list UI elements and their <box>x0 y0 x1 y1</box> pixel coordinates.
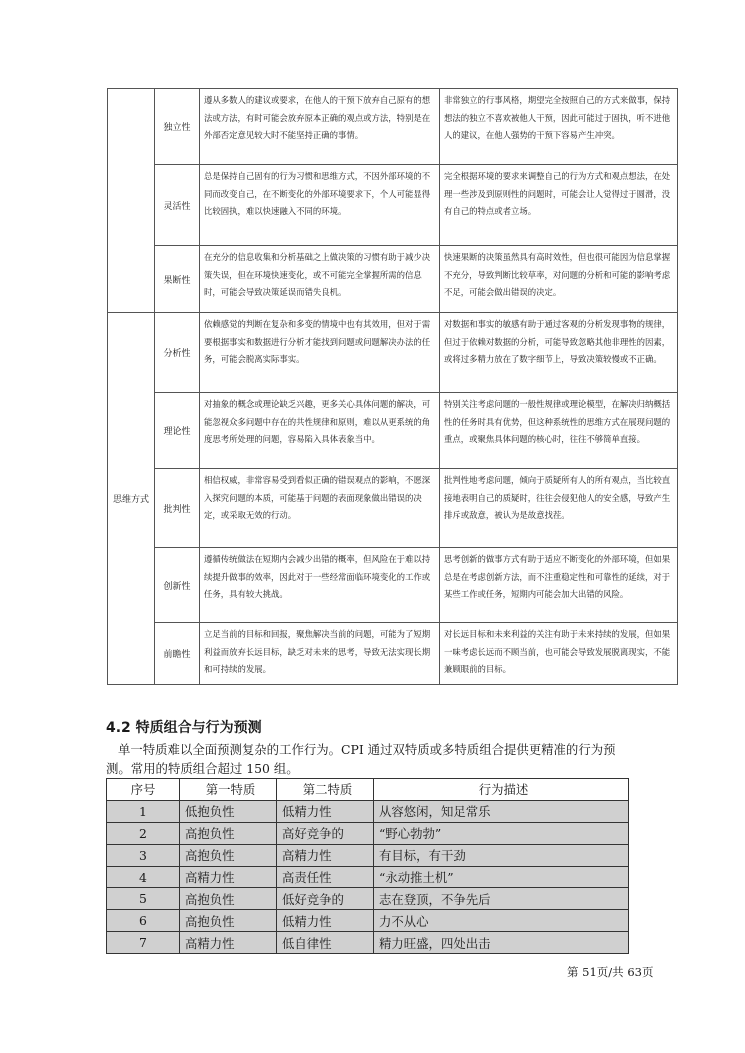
trait-low-description: 相信权威，非常容易受到看似正确的错误观点的影响，不愿深入探究问题的本质，可能基于问题的表面现象做出错误的决定，或采取无效的行动。 <box>200 469 440 548</box>
behavior-description: 有目标，有干劲 <box>374 844 629 866</box>
trait-name-cell: 果断性 <box>155 246 200 313</box>
trait-name-cell: 前瞻性 <box>155 623 200 685</box>
row-index: 3 <box>107 844 180 866</box>
header-first-trait: 第一特质 <box>180 779 277 801</box>
section-paragraph: 单一特质难以全面预测复杂的工作行为。CPI 通过双特质或多特质组合提供更精准的行为预测。常用的特质组合超过 150 组。 <box>106 742 616 776</box>
first-trait: 高抱负性 <box>180 822 277 844</box>
table-row <box>107 800 629 822</box>
trait-row <box>108 246 678 313</box>
table-row <box>107 888 629 910</box>
table-row <box>107 932 629 954</box>
trait-name-cell: 分析性 <box>155 313 200 393</box>
behavior-description: “永动推土机” <box>374 866 629 888</box>
row-index: 1 <box>107 800 180 822</box>
header-behavior: 行为描述 <box>374 779 629 801</box>
first-trait: 高精力性 <box>180 866 277 888</box>
trait-name-cell: 理论性 <box>155 393 200 469</box>
first-trait: 高精力性 <box>180 932 277 954</box>
trait-row <box>108 393 678 469</box>
row-index: 7 <box>107 932 180 954</box>
first-trait: 低抱负性 <box>180 800 277 822</box>
trait-combo-table <box>106 778 629 954</box>
trait-row <box>108 89 678 165</box>
behavior-description: “野心勃勃” <box>374 822 629 844</box>
header-second-trait: 第二特质 <box>277 779 374 801</box>
trait-high-description: 对长远目标和未来利益的关注有助于未来持续的发展，但如果一味考虑长远而不顾当前，也可能会导致发展脱离现实，不能兼顾眼前的目标。 <box>440 623 678 685</box>
trait-low-description: 对抽象的概念或理论缺乏兴趣，更多关心具体问题的解决，可能忽视众多问题中存在的共性规律和原则，难以从更系统的角度思考所处理的问题，容易陷入具体表象当中。 <box>200 393 440 469</box>
trait-high-description: 批判性地考虑问题，倾向于质疑所有人的所有观点，当比较直接地表明自己的质疑时，往往会侵犯他人的安全感，导致产生排斥或敌意，被认为是故意找茬。 <box>440 469 678 548</box>
second-trait: 高责任性 <box>277 866 374 888</box>
second-trait: 低好竞争的 <box>277 888 374 910</box>
trait-low-description: 遵从多数人的建议或要求，在他人的干预下放弃自己原有的想法或方法，有时可能会放弃原本正确的观点或方法，特别是在外部否定意见较大时不能坚持正确的事情。 <box>200 89 440 165</box>
first-trait: 高抱负性 <box>180 844 277 866</box>
trait-high-description: 对数据和事实的敏感有助于通过客观的分析发现事物的规律，但过于依赖对数据的分析，可能导致忽略其他非理性的因素，或将过多精力放在了数字细节上，导致决策较慢或不正确。 <box>440 313 678 393</box>
page-number: 第 51页/共 63页 <box>567 965 654 979</box>
row-index: 2 <box>107 822 180 844</box>
trait-description-table <box>107 88 678 685</box>
trait-low-description: 立足当前的目标和回报，聚焦解决当前的问题，可能为了短期利益而放弃长远目标，缺乏对未来的思考，导致无法实现长期和可持续的发展。 <box>200 623 440 685</box>
first-trait: 高抱负性 <box>180 910 277 932</box>
trait-row <box>108 469 678 548</box>
behavior-description: 精力旺盛，四处出击 <box>374 932 629 954</box>
trait-high-description: 非常独立的行事风格，期望完全按照自己的方式来做事，保持想法的独立不喜欢被他人干预，因此可能过于固执，听不进他人的建议，在他人强势的干预下容易产生冲突。 <box>440 89 678 165</box>
trait-high-description: 完全根据环境的要求来调整自己的行为方式和观点想法，在处理一些涉及到原则性的问题时，可能会让人觉得过于圆滑，没有自己的特点或者立场。 <box>440 165 678 246</box>
second-trait: 低精力性 <box>277 910 374 932</box>
trait-low-description: 遵循传统做法在短期内会减少出错的概率，但风险在于难以持续提升做事的效率，因此对于一些经常面临环境变化的工作或任务，具有较大挑战。 <box>200 548 440 623</box>
table-row <box>107 866 629 888</box>
trait-name-cell: 创新性 <box>155 548 200 623</box>
trait-row <box>108 313 678 393</box>
trait-row <box>108 623 678 685</box>
row-index: 6 <box>107 910 180 932</box>
behavior-description: 力不从心 <box>374 910 629 932</box>
second-trait: 高精力性 <box>277 844 374 866</box>
row-index: 5 <box>107 888 180 910</box>
trait-row <box>108 165 678 246</box>
trait-row <box>108 548 678 623</box>
trait-high-description: 思考创新的做事方式有助于适应不断变化的外部环境，但如果总是在考虑创新方法，而不注重稳定性和可靠性的延续，对于某些工作或任务，短期内可能会加大出错的风险。 <box>440 548 678 623</box>
behavior-description: 从容悠闲，知足常乐 <box>374 800 629 822</box>
trait-high-description: 快速果断的决策虽然具有高时效性，但也很可能因为信息掌握不充分，导致判断比较草率，对问题的分析和可能的影响考虑不足，可能会做出错误的决定。 <box>440 246 678 313</box>
table-row <box>107 822 629 844</box>
category-cell <box>108 89 155 313</box>
trait-low-description: 依赖感觉的判断在复杂和多变的情境中也有其效用，但对于需要根据事实和数据进行分析才能找到问题或问题解决办法的任务，可能会脱离实际事实。 <box>200 313 440 393</box>
section-title: 4.2 特质组合与行为预测 <box>106 720 262 736</box>
table-row <box>107 844 629 866</box>
trait-name-cell: 批判性 <box>155 469 200 548</box>
second-trait: 低自律性 <box>277 932 374 954</box>
second-trait: 高好竞争的 <box>277 822 374 844</box>
table-row <box>107 910 629 932</box>
behavior-description: 志在登顶，不争先后 <box>374 888 629 910</box>
second-trait: 低精力性 <box>277 800 374 822</box>
row-index: 4 <box>107 866 180 888</box>
first-trait: 高抱负性 <box>180 888 277 910</box>
header-index: 序号 <box>107 779 180 801</box>
table-header-row <box>107 779 629 801</box>
trait-high-description: 特别关注考虑问题的一般性规律或理论模型，在解决归纳概括性的任务时具有优势，但这种系统性的思维方式在展现问题的重点，或聚焦具体问题的核心时，往往不够简单直接。 <box>440 393 678 469</box>
trait-low-description: 在充分的信息收集和分析基础之上做决策的习惯有助于减少决策失误，但在环境快速变化，或不可能完全掌握所需的信息时，可能会导致决策延误而错失良机。 <box>200 246 440 313</box>
category-cell: 思维方式 <box>108 313 155 685</box>
trait-name-cell: 独立性 <box>155 89 200 165</box>
trait-low-description: 总是保持自己固有的行为习惯和思维方式，不因外部环境的不同而改变自己，在不断变化的外部环境要求下，个人可能显得比较固执，难以快速融入不同的环境。 <box>200 165 440 246</box>
trait-name-cell: 灵活性 <box>155 165 200 246</box>
